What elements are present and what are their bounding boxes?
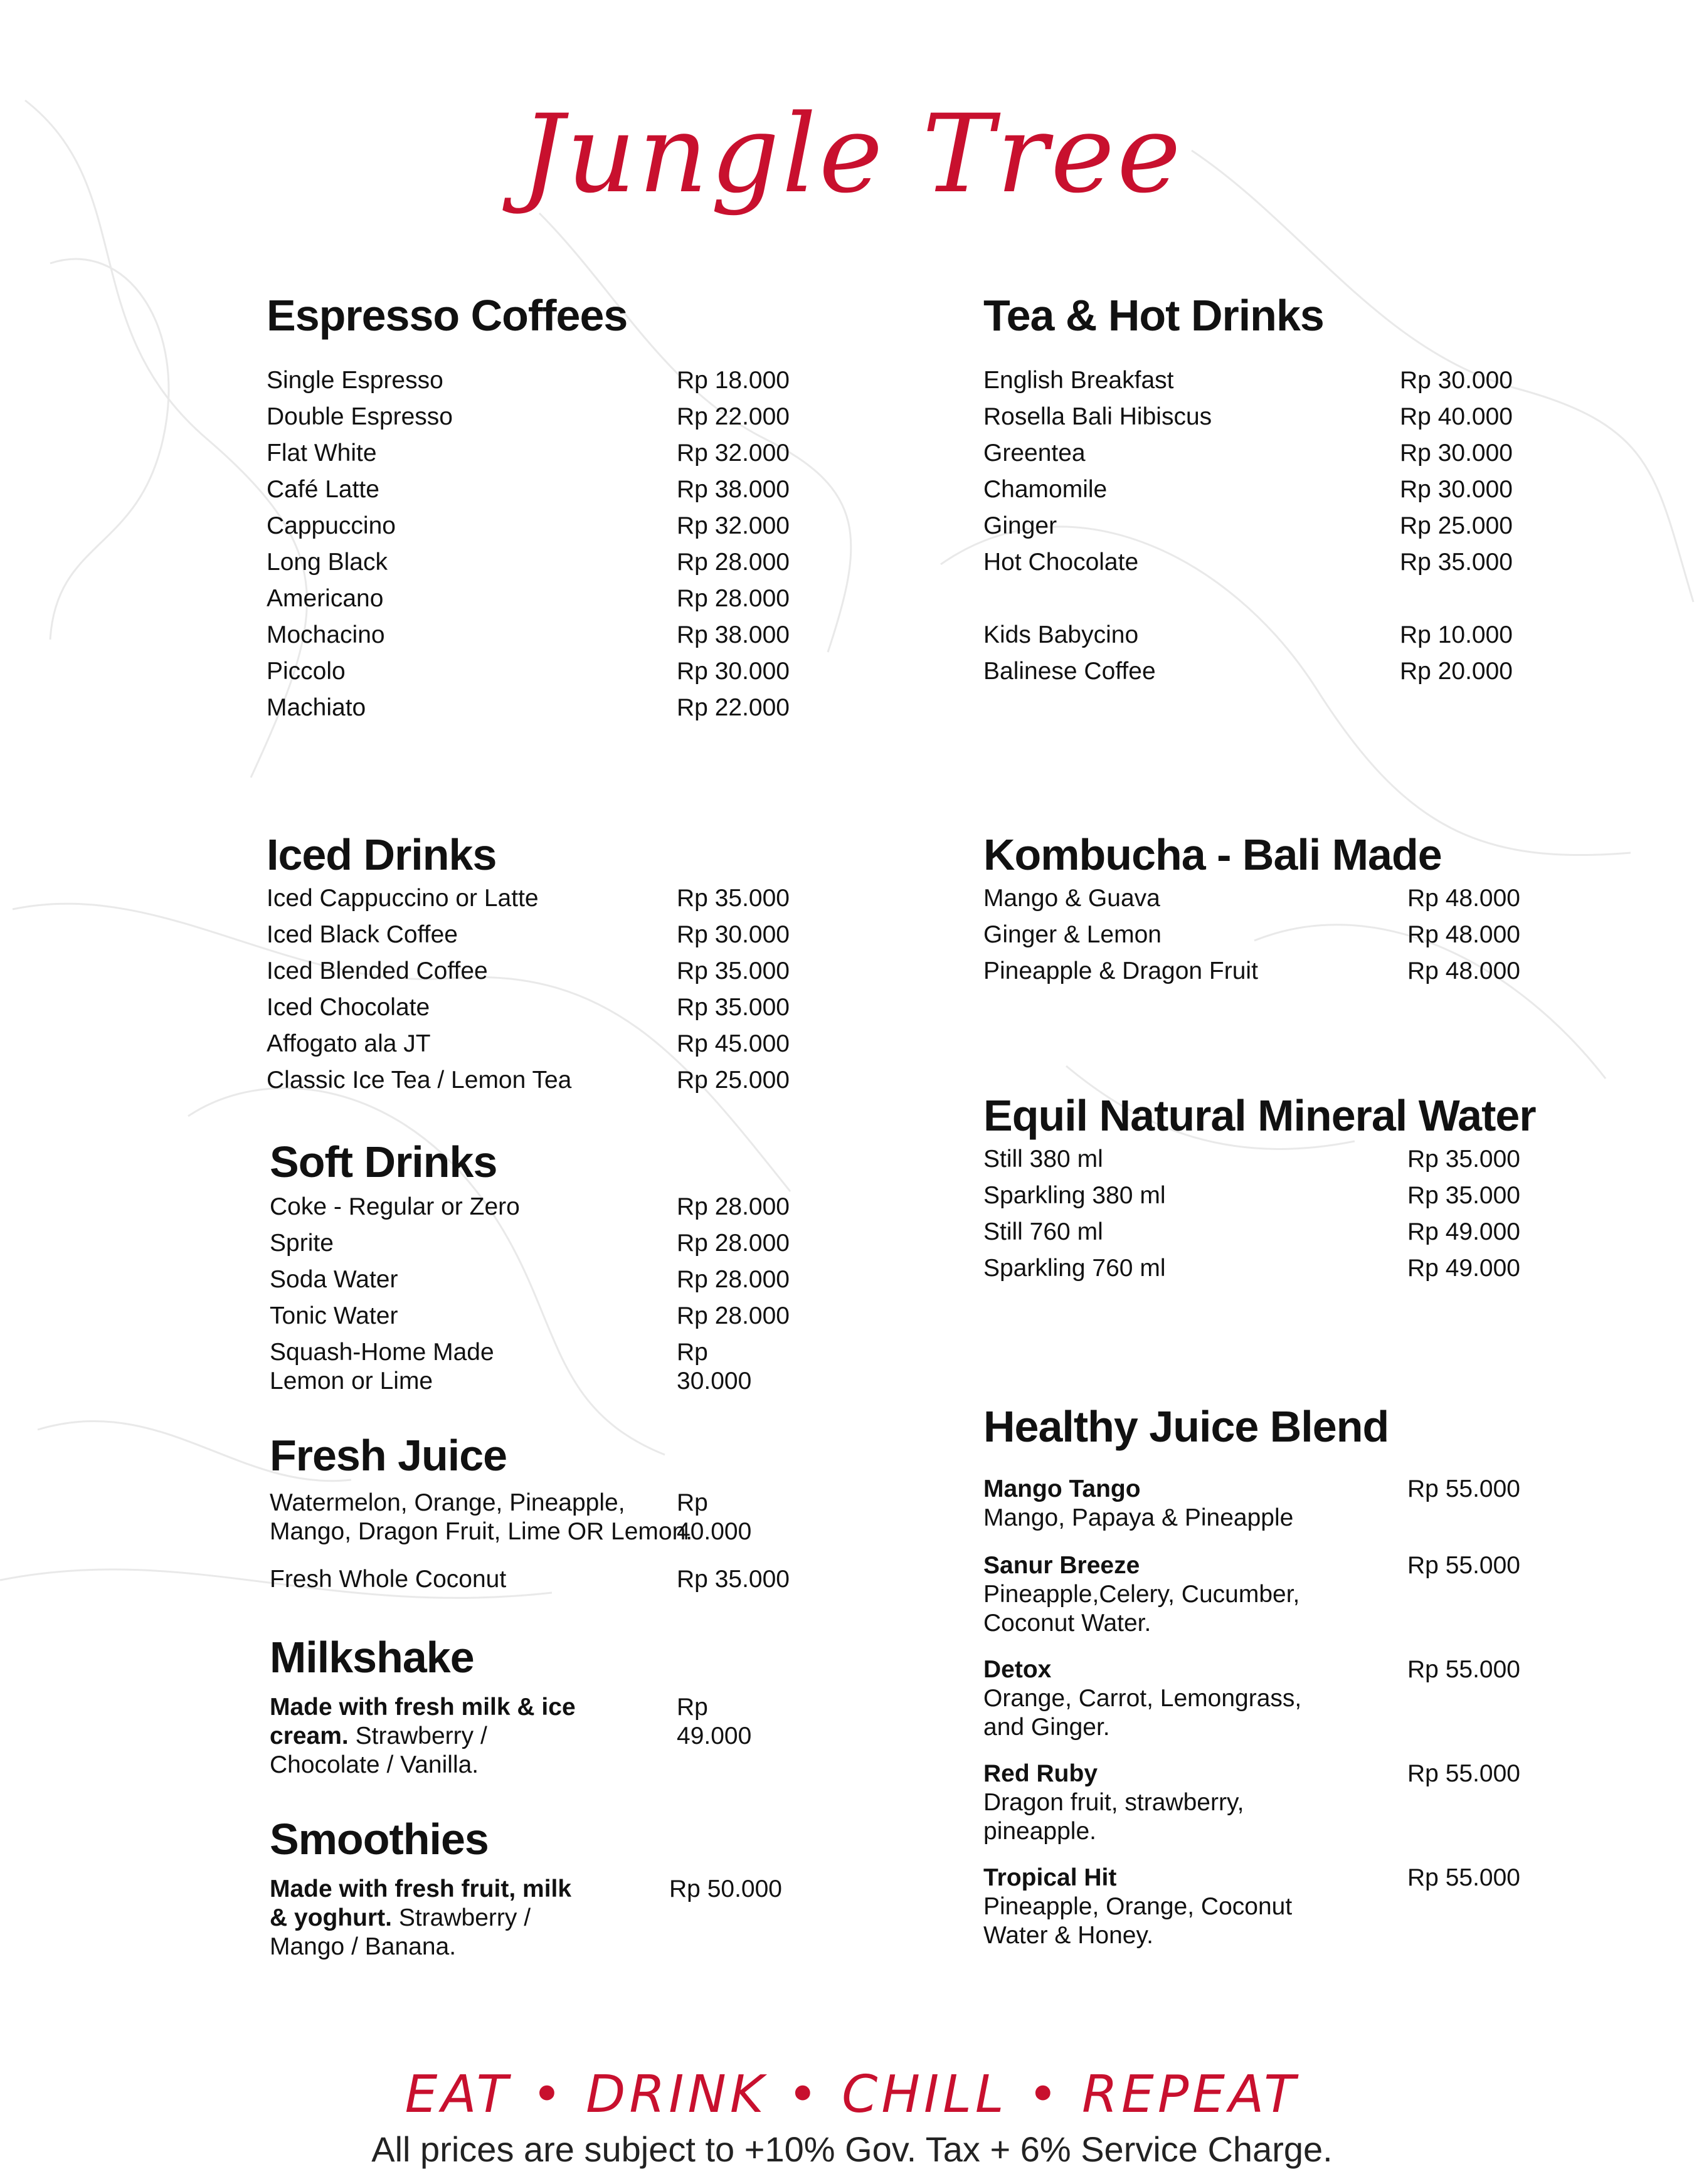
menu-item: Pineapple & Dragon Fruit Rp 48.000: [983, 957, 1520, 984]
menu-item: Long Black Rp 28.000: [267, 549, 790, 576]
footer-tax-note: All prices are subject to +10% Gov. Tax + 6% Service Charge.: [371, 2129, 1333, 2169]
section-kombucha: [983, 830, 1548, 989]
item-list: [267, 880, 790, 1099]
menu-item: Made with fresh milk & ice cream. Strawberry / Chocolate / Vanilla. Rp 49.000: [270, 1694, 752, 1778]
menu-item: Iced Blended Coffee Rp 35.000: [267, 957, 790, 984]
menu-item: Soda Water Rp 28.000: [270, 1266, 790, 1293]
menu-item: Chamomile Rp 30.000: [983, 476, 1513, 503]
section-title: Milkshake: [270, 1633, 474, 1682]
menu-item: Classic Ice Tea / Lemon Tea Rp 25.000: [267, 1067, 790, 1094]
menu-item: Rosella Bali Hibiscus Rp 40.000: [983, 403, 1513, 430]
menu-item: Hot Chocolate Rp 35.000: [983, 549, 1513, 576]
menu-item: Squash-Home Made Lemon or Lime Rp 30.000: [270, 1339, 752, 1395]
menu-item: Sparkling 380 ml Rp 35.000: [983, 1182, 1520, 1209]
menu-item: Sparkling 760 ml Rp 49.000: [983, 1255, 1520, 1282]
section-iced: [267, 830, 790, 1099]
menu-item: Still 760 ml Rp 49.000: [983, 1218, 1520, 1245]
menu-item: Mango Tango Mango, Papaya & Pineapple Rp 55.000: [983, 1475, 1520, 1531]
section-title: Kombucha - Bali Made: [983, 830, 1442, 879]
menu-item: Machiato Rp 22.000: [267, 694, 790, 721]
section-mineral-water: [983, 1091, 1548, 1287]
menu-item: Iced Chocolate Rp 35.000: [267, 994, 790, 1021]
section-espresso: [267, 291, 790, 726]
section-title: Smoothies: [270, 1815, 489, 1864]
menu-item: Mochacino Rp 38.000: [267, 621, 790, 648]
section-smoothies: [270, 1817, 784, 1963]
section-soft-drinks: [270, 1137, 790, 1403]
menu-item: Flat White Rp 32.000: [267, 440, 790, 467]
item-list: [983, 880, 1548, 989]
section-title: Soft Drinks: [270, 1137, 497, 1186]
menu-item: Affogato ala JT Rp 45.000: [267, 1030, 790, 1057]
brand-logo-title: Jungle Tree: [521, 91, 1183, 217]
menu-item: Sprite Rp 28.000: [270, 1230, 790, 1257]
menu-item: Watermelon, Orange, Pineapple, Mango, Dragon Fruit, Lime OR Lemon. Rp 40.000: [270, 1489, 752, 1545]
section-title: Equil Natural Mineral Water: [983, 1091, 1536, 1140]
menu-item: Piccolo Rp 30.000: [267, 658, 790, 685]
menu-item: English Breakfast Rp 30.000: [983, 367, 1513, 394]
section-milkshake: [270, 1635, 784, 1781]
menu-item: Kids Babycino Rp 10.000: [983, 621, 1513, 648]
menu-item: Still 380 ml Rp 35.000: [983, 1146, 1520, 1173]
menu-item: Iced Cappuccino or Latte Rp 35.000: [267, 885, 790, 912]
menu-item: Americano Rp 28.000: [267, 585, 790, 612]
section-tea: [983, 293, 1523, 690]
menu-item: Tropical Hit Pineapple, Orange, Coconut Water & Honey. Rp 55.000: [983, 1864, 1520, 1949]
menu-item: Ginger & Lemon Rp 48.000: [983, 921, 1520, 948]
menu-item: Iced Black Coffee Rp 30.000: [267, 921, 790, 948]
section-title: Fresh Juice: [270, 1431, 507, 1480]
menu-item: Coke - Regular or Zero Rp 28.000: [270, 1193, 790, 1220]
section-title: Espresso Coffees: [267, 291, 628, 340]
item-list: [270, 1189, 790, 1403]
footer-tagline: EAT • DRINK • CHILL • REPEAT: [405, 2065, 1299, 2124]
menu-item: Café Latte Rp 38.000: [267, 476, 790, 503]
menu-item: Red Ruby Dragon fruit, strawberry, pineapple. Rp 55.000: [983, 1760, 1520, 1845]
menu-item: Sanur Breeze Pineapple,Celery, Cucumber, Coconut Water. Rp 55.000: [983, 1552, 1520, 1637]
menu-item: Greentea Rp 30.000: [983, 440, 1513, 467]
menu-item: Ginger Rp 25.000: [983, 512, 1513, 539]
item-list: [983, 1141, 1548, 1287]
menu-item: Made with fresh fruit, milk & yoghurt. Strawberry / Mango / Banana. Rp 50.000: [270, 1875, 782, 1960]
section-title: Iced Drinks: [267, 830, 497, 879]
menu-item: Detox Orange, Carrot, Lemongrass, and Ginger. Rp 55.000: [983, 1656, 1520, 1741]
menu-item: Mango & Guava Rp 48.000: [983, 885, 1520, 912]
menu-item: Double Espresso Rp 22.000: [267, 403, 790, 430]
menu-item: Single Espresso Rp 18.000: [267, 367, 790, 394]
menu-item: Balinese Coffee Rp 20.000: [983, 658, 1513, 685]
item-list: [267, 362, 790, 726]
section-title: Tea & Hot Drinks: [983, 291, 1324, 340]
menu-item: Cappuccino Rp 32.000: [267, 512, 790, 539]
section-fresh-juice: [270, 1431, 790, 1598]
menu-item: Fresh Whole Coconut Rp 35.000: [270, 1566, 790, 1593]
menu-item: Tonic Water Rp 28.000: [270, 1302, 790, 1329]
section-healthy-juice: [983, 1402, 1548, 1951]
item-list: [983, 362, 1523, 690]
section-title: Healthy Juice Blend: [983, 1402, 1389, 1451]
